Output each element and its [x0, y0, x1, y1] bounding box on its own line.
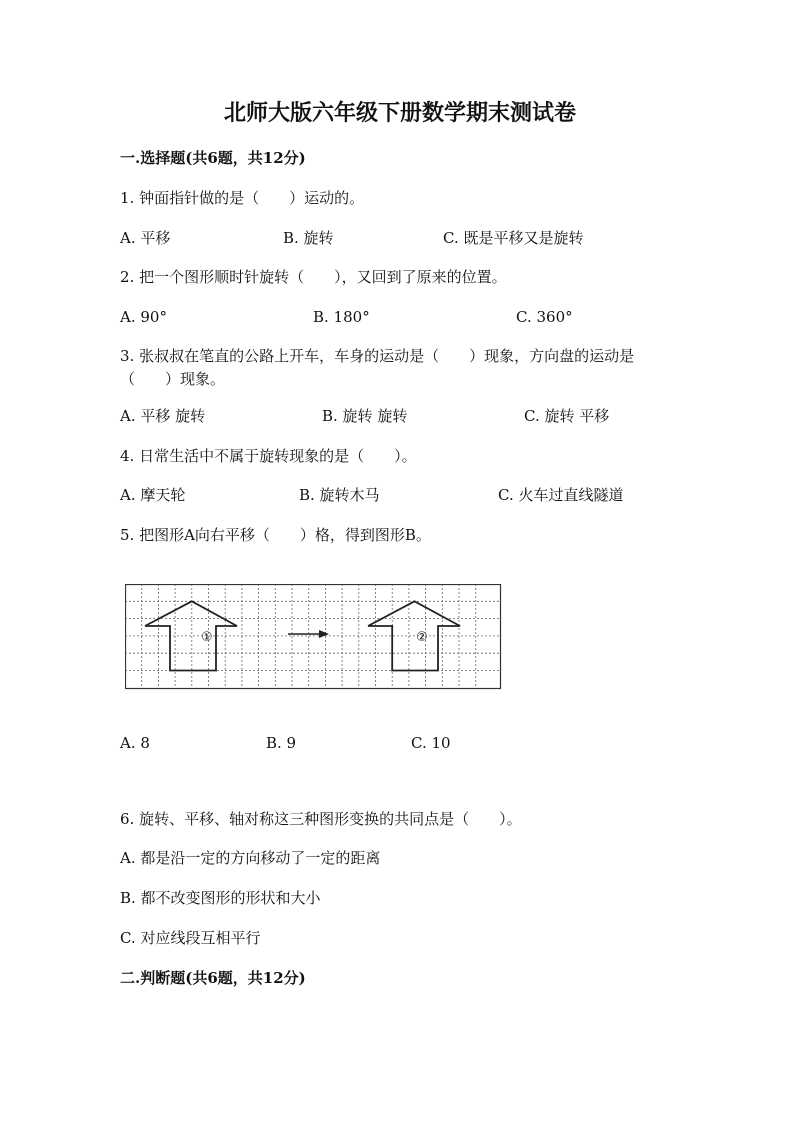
- question-4-stem: 4. 日常生活中不属于旋转现象的是（ ）。: [120, 447, 417, 465]
- question-6-option-c[interactable]: C. 对应线段互相平行: [120, 929, 261, 947]
- question-6-stem: 6. 旋转、平移、轴对称这三种图形变换的共同点是（ ）。: [120, 810, 522, 828]
- section-heading-judgment: 二.判断题(共6题，共12分): [120, 969, 306, 987]
- question-5-stem: 5. 把图形A向右平移（ ）格，得到图形B。: [120, 526, 431, 544]
- question-4-option-b[interactable]: B. 旋转木马: [299, 486, 380, 504]
- question-2-stem: 2. 把一个图形顺时针旋转（ ），又回到了原来的位置。: [120, 268, 507, 286]
- grid-dashed-lines: [125, 584, 500, 688]
- question-1-stem: 1. 钟面指针做的是（ ）运动的。: [120, 189, 365, 207]
- question-3-option-a[interactable]: A. 平移 旋转: [120, 407, 206, 425]
- question-3-stem: 3. 张叔叔在笔直的公路上开车，车身的运动是（ ）现象，方向盘的运动是: [120, 347, 635, 365]
- question-1-option-b[interactable]: B. 旋转: [283, 229, 334, 247]
- shape-b-label: ②: [416, 630, 428, 645]
- question-4-option-a[interactable]: A. 摩天轮: [120, 486, 186, 504]
- question-3-stem-line2: （ ）现象。: [120, 370, 226, 388]
- translation-grid-figure: [125, 584, 505, 692]
- question-6-option-a[interactable]: A. 都是沿一定的方向移动了一定的距离: [120, 849, 381, 867]
- question-1-option-a[interactable]: A. 平移: [120, 229, 171, 247]
- question-2-option-a[interactable]: A. 90°: [120, 308, 167, 326]
- page-title: 北师大版六年级下册数学期末测试卷: [223, 100, 576, 126]
- question-2-option-c[interactable]: C. 360°: [516, 308, 573, 326]
- section-heading-choice: 一.选择题(共6题，共12分): [120, 149, 306, 167]
- question-6-option-b[interactable]: B. 都不改变图形的形状和大小: [120, 889, 321, 907]
- question-1-option-c[interactable]: C. 既是平移又是旋转: [443, 229, 584, 247]
- question-3-option-c[interactable]: C. 旋转 平移: [524, 407, 610, 425]
- question-3-option-b[interactable]: B. 旋转 旋转: [322, 407, 408, 425]
- question-5-option-b[interactable]: B. 9: [266, 734, 297, 752]
- question-5-option-c[interactable]: C. 10: [411, 734, 451, 752]
- shape-a-label: ①: [201, 630, 213, 645]
- question-2-option-b[interactable]: B. 180°: [313, 308, 370, 326]
- question-5-option-a[interactable]: A. 8: [120, 734, 150, 752]
- grid-border: [126, 585, 501, 689]
- question-4-option-c[interactable]: C. 火车过直线隧道: [498, 486, 624, 504]
